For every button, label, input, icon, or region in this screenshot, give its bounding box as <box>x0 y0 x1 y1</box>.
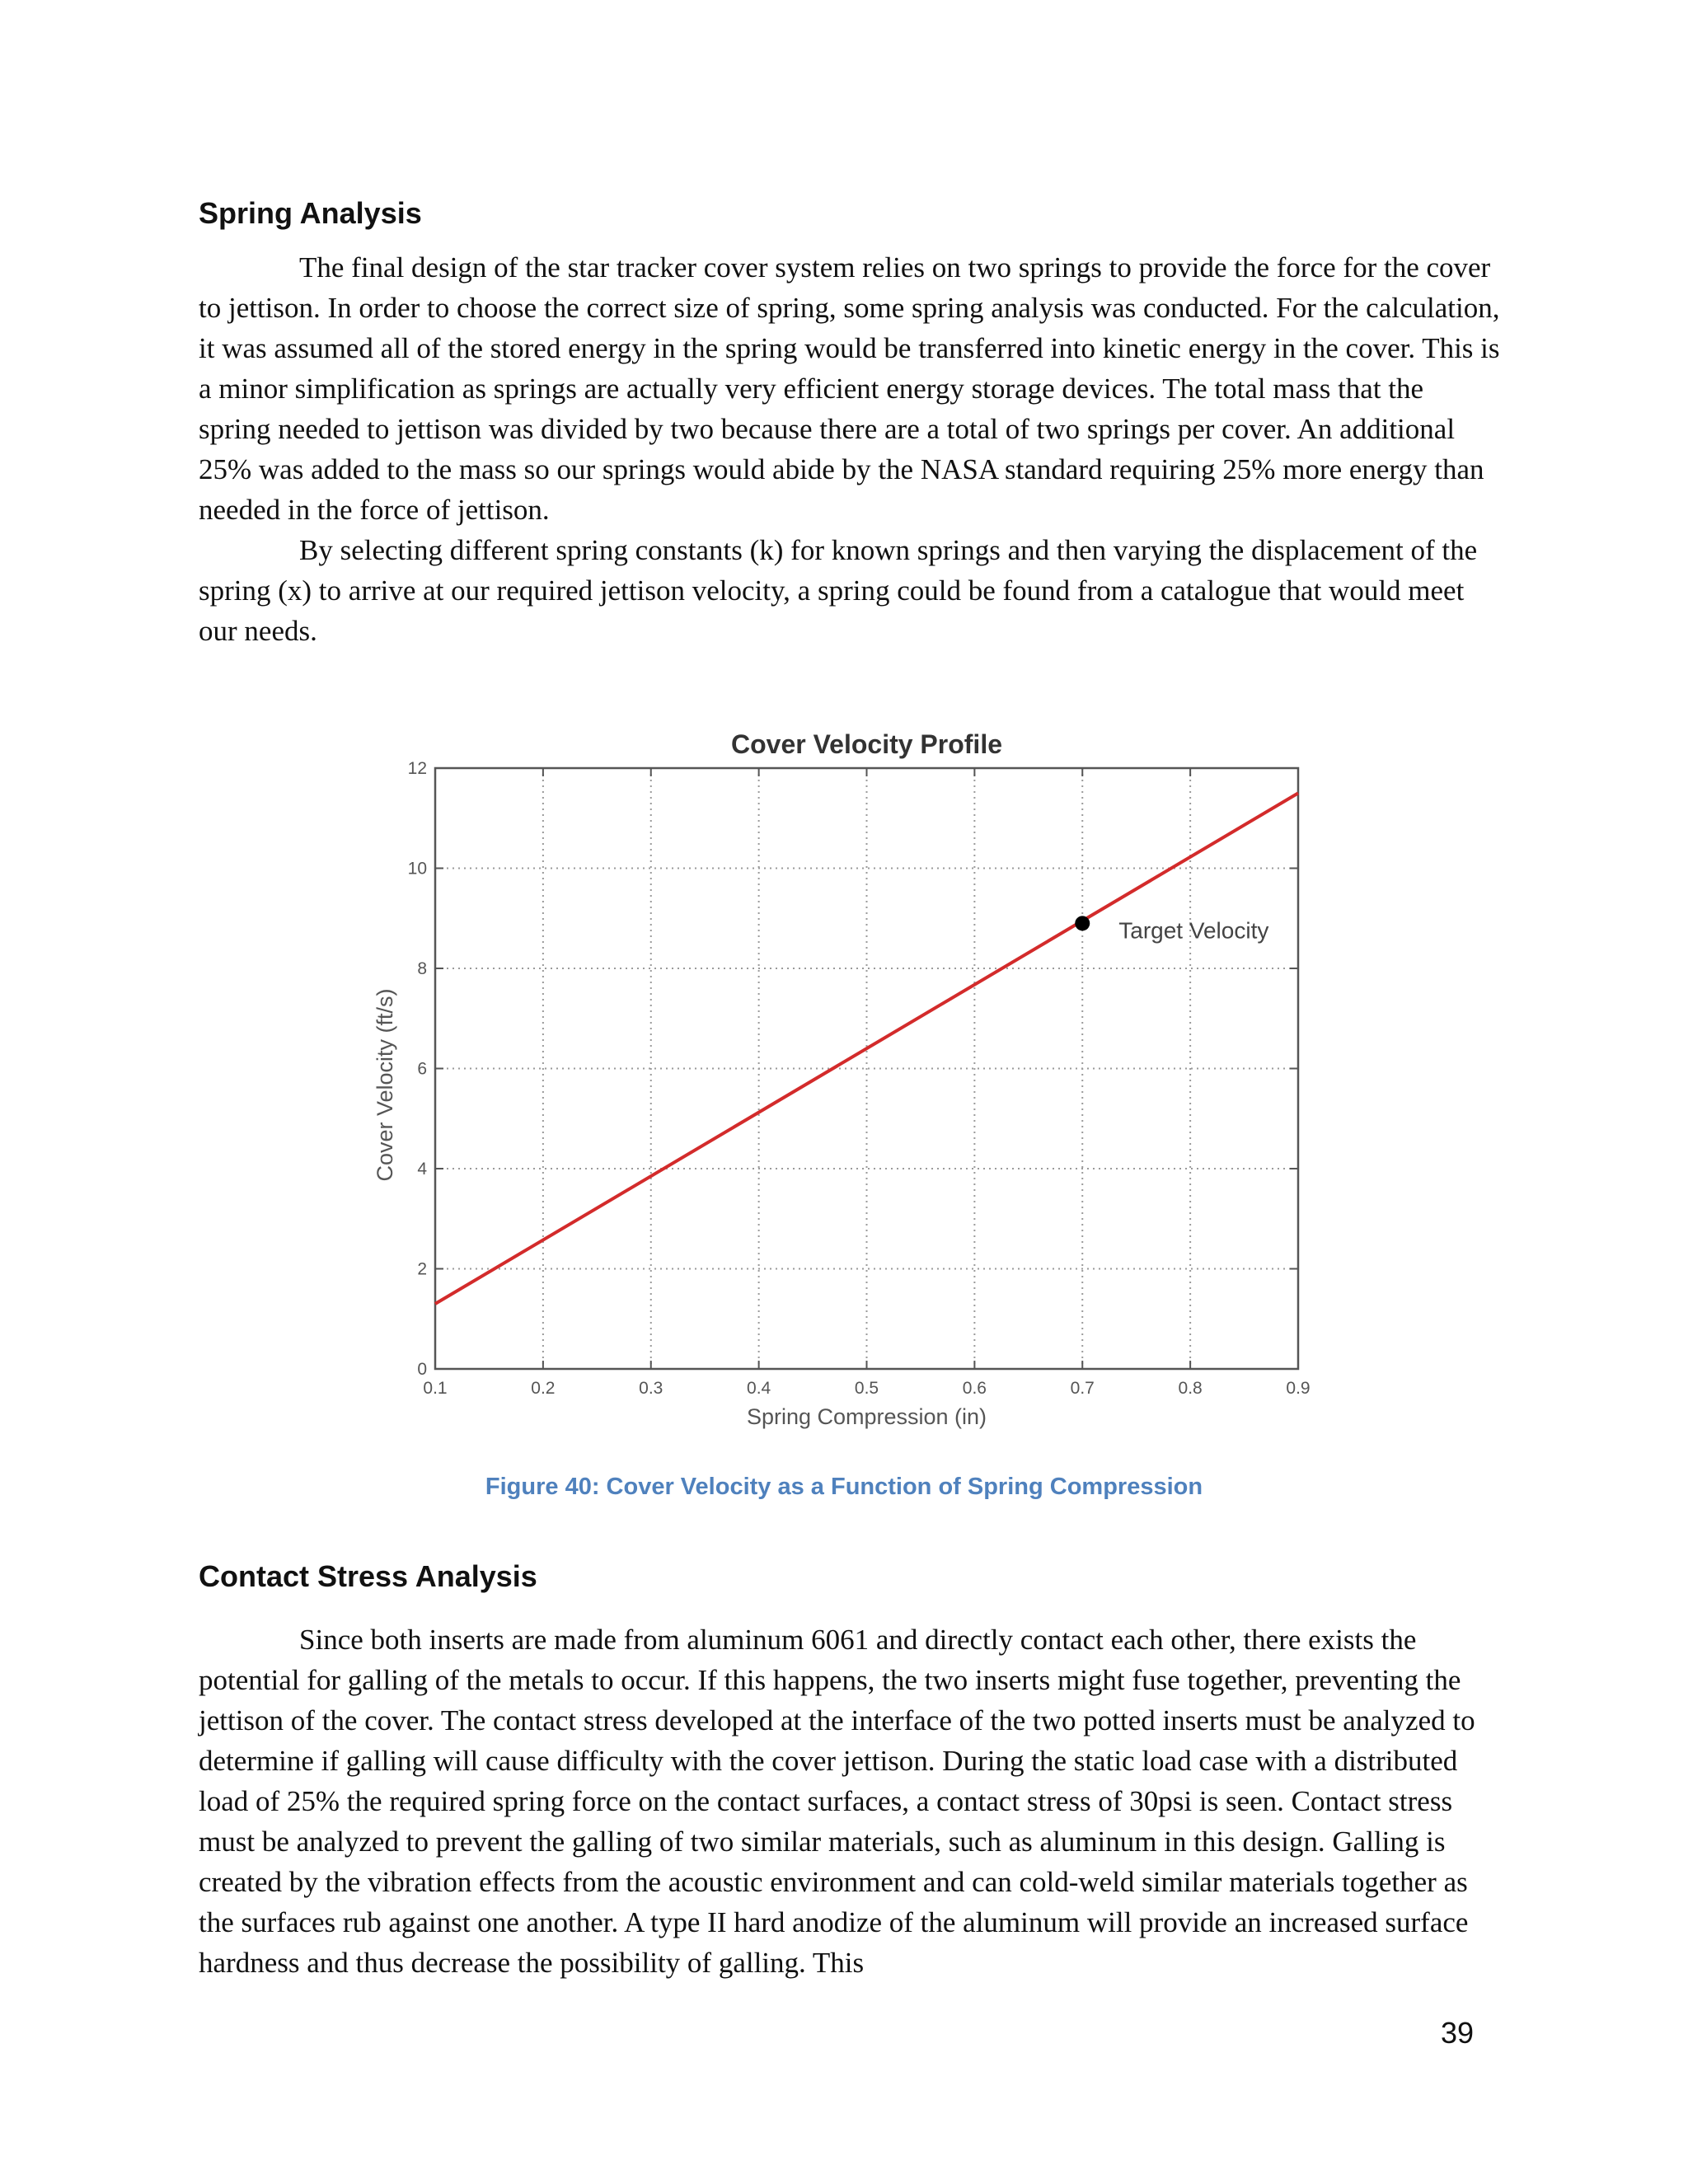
x-axis-label: Spring Compression (in) <box>746 1404 987 1429</box>
spring-paragraph-1: The final design of the star tracker cover system relies on two springs to provide the force for the cover to jettison. In order to choose the correct size of spring, some spring analysis was conducted. For the calculation, it was assumed all of the stored energy in the spring would be transferred into kinetic energy in the cover. This is a minor simplification as springs are actually very efficient energy storage devices. The total mass that the spring needed to jettison was divided by two because there are a total of two springs per cover. An additional 25% was added to the mass so our springs would abide by the NASA standard requiring 25% more energy than needed in the force of jettison. <box>199 251 1500 526</box>
x-tick-label: 0.6 <box>962 1379 987 1398</box>
chart-title: Cover Velocity Profile <box>730 729 1003 759</box>
y-tick-label: 6 <box>417 1059 427 1079</box>
x-tick-label: 0.8 <box>1178 1379 1203 1398</box>
x-tick-label: 0.3 <box>639 1379 663 1398</box>
section-heading-spring-analysis: Spring Analysis <box>199 196 422 230</box>
y-tick-label: 10 <box>407 859 427 879</box>
y-tick-label: 2 <box>417 1259 427 1279</box>
y-tick-label: 8 <box>417 959 427 978</box>
x-tick-label: 0.2 <box>531 1379 556 1398</box>
cover-velocity-chart <box>288 709 1401 1463</box>
spring-analysis-body <box>199 247 1501 651</box>
cover-velocity-figure <box>288 709 1401 1463</box>
page-number: 39 <box>1441 2016 1475 2050</box>
contact-paragraph-1: Since both inserts are made from aluminum 6061 and directly contact each other, there exists the potential for galling of the metals to occur. If this happens, the two inserts might fuse together, preventing the jettison of the cover. The contact stress developed at the interface of the two potted inserts must be analyzed to determine if galling will cause difficulty with the cover jettison. During the static load case with a distributed load of 25% the required spring force on the contact surfaces, a contact stress of 30psi is seen. Contact stress must be analyzed to prevent the galling of two similar materials, such as aluminum in this design. Galling is created by the vibration effects from the acoustic environment and can cold-weld similar materials together as the surfaces rub against one another. A type II hard anodize of the aluminum will provide an increased surface hardness and thus decrease the possibility of galling. This <box>199 1624 1475 1979</box>
figure-caption <box>0 1474 1688 1501</box>
y-tick-label: 12 <box>407 759 427 778</box>
x-tick-label: 0.4 <box>747 1379 771 1398</box>
section-heading-contact-stress-analysis: Contact Stress Analysis <box>199 1559 537 1593</box>
y-tick-label: 4 <box>417 1160 427 1179</box>
contact-stress-body <box>199 1619 1501 1983</box>
y-tick-label: 0 <box>417 1360 427 1379</box>
figure-caption-text: Figure 40: Cover Velocity as a Function of Spring Compression <box>485 1474 1203 1500</box>
y-axis-label: Cover Velocity (ft/s) <box>373 988 397 1182</box>
spring-paragraph-2: By selecting different spring constants (k) for known springs and then varying the displacement of the spring (x) to arrive at our required jettison velocity, a spring could be found from a catalogue that would meet our needs. <box>199 534 1478 647</box>
x-tick-label: 0.1 <box>423 1379 448 1398</box>
target-velocity-marker <box>1075 916 1090 930</box>
x-tick-label: 0.5 <box>854 1379 879 1398</box>
target-velocity-label: Target Velocity <box>1118 917 1269 944</box>
x-tick-label: 0.7 <box>1070 1379 1095 1398</box>
x-tick-label: 0.9 <box>1286 1379 1311 1398</box>
